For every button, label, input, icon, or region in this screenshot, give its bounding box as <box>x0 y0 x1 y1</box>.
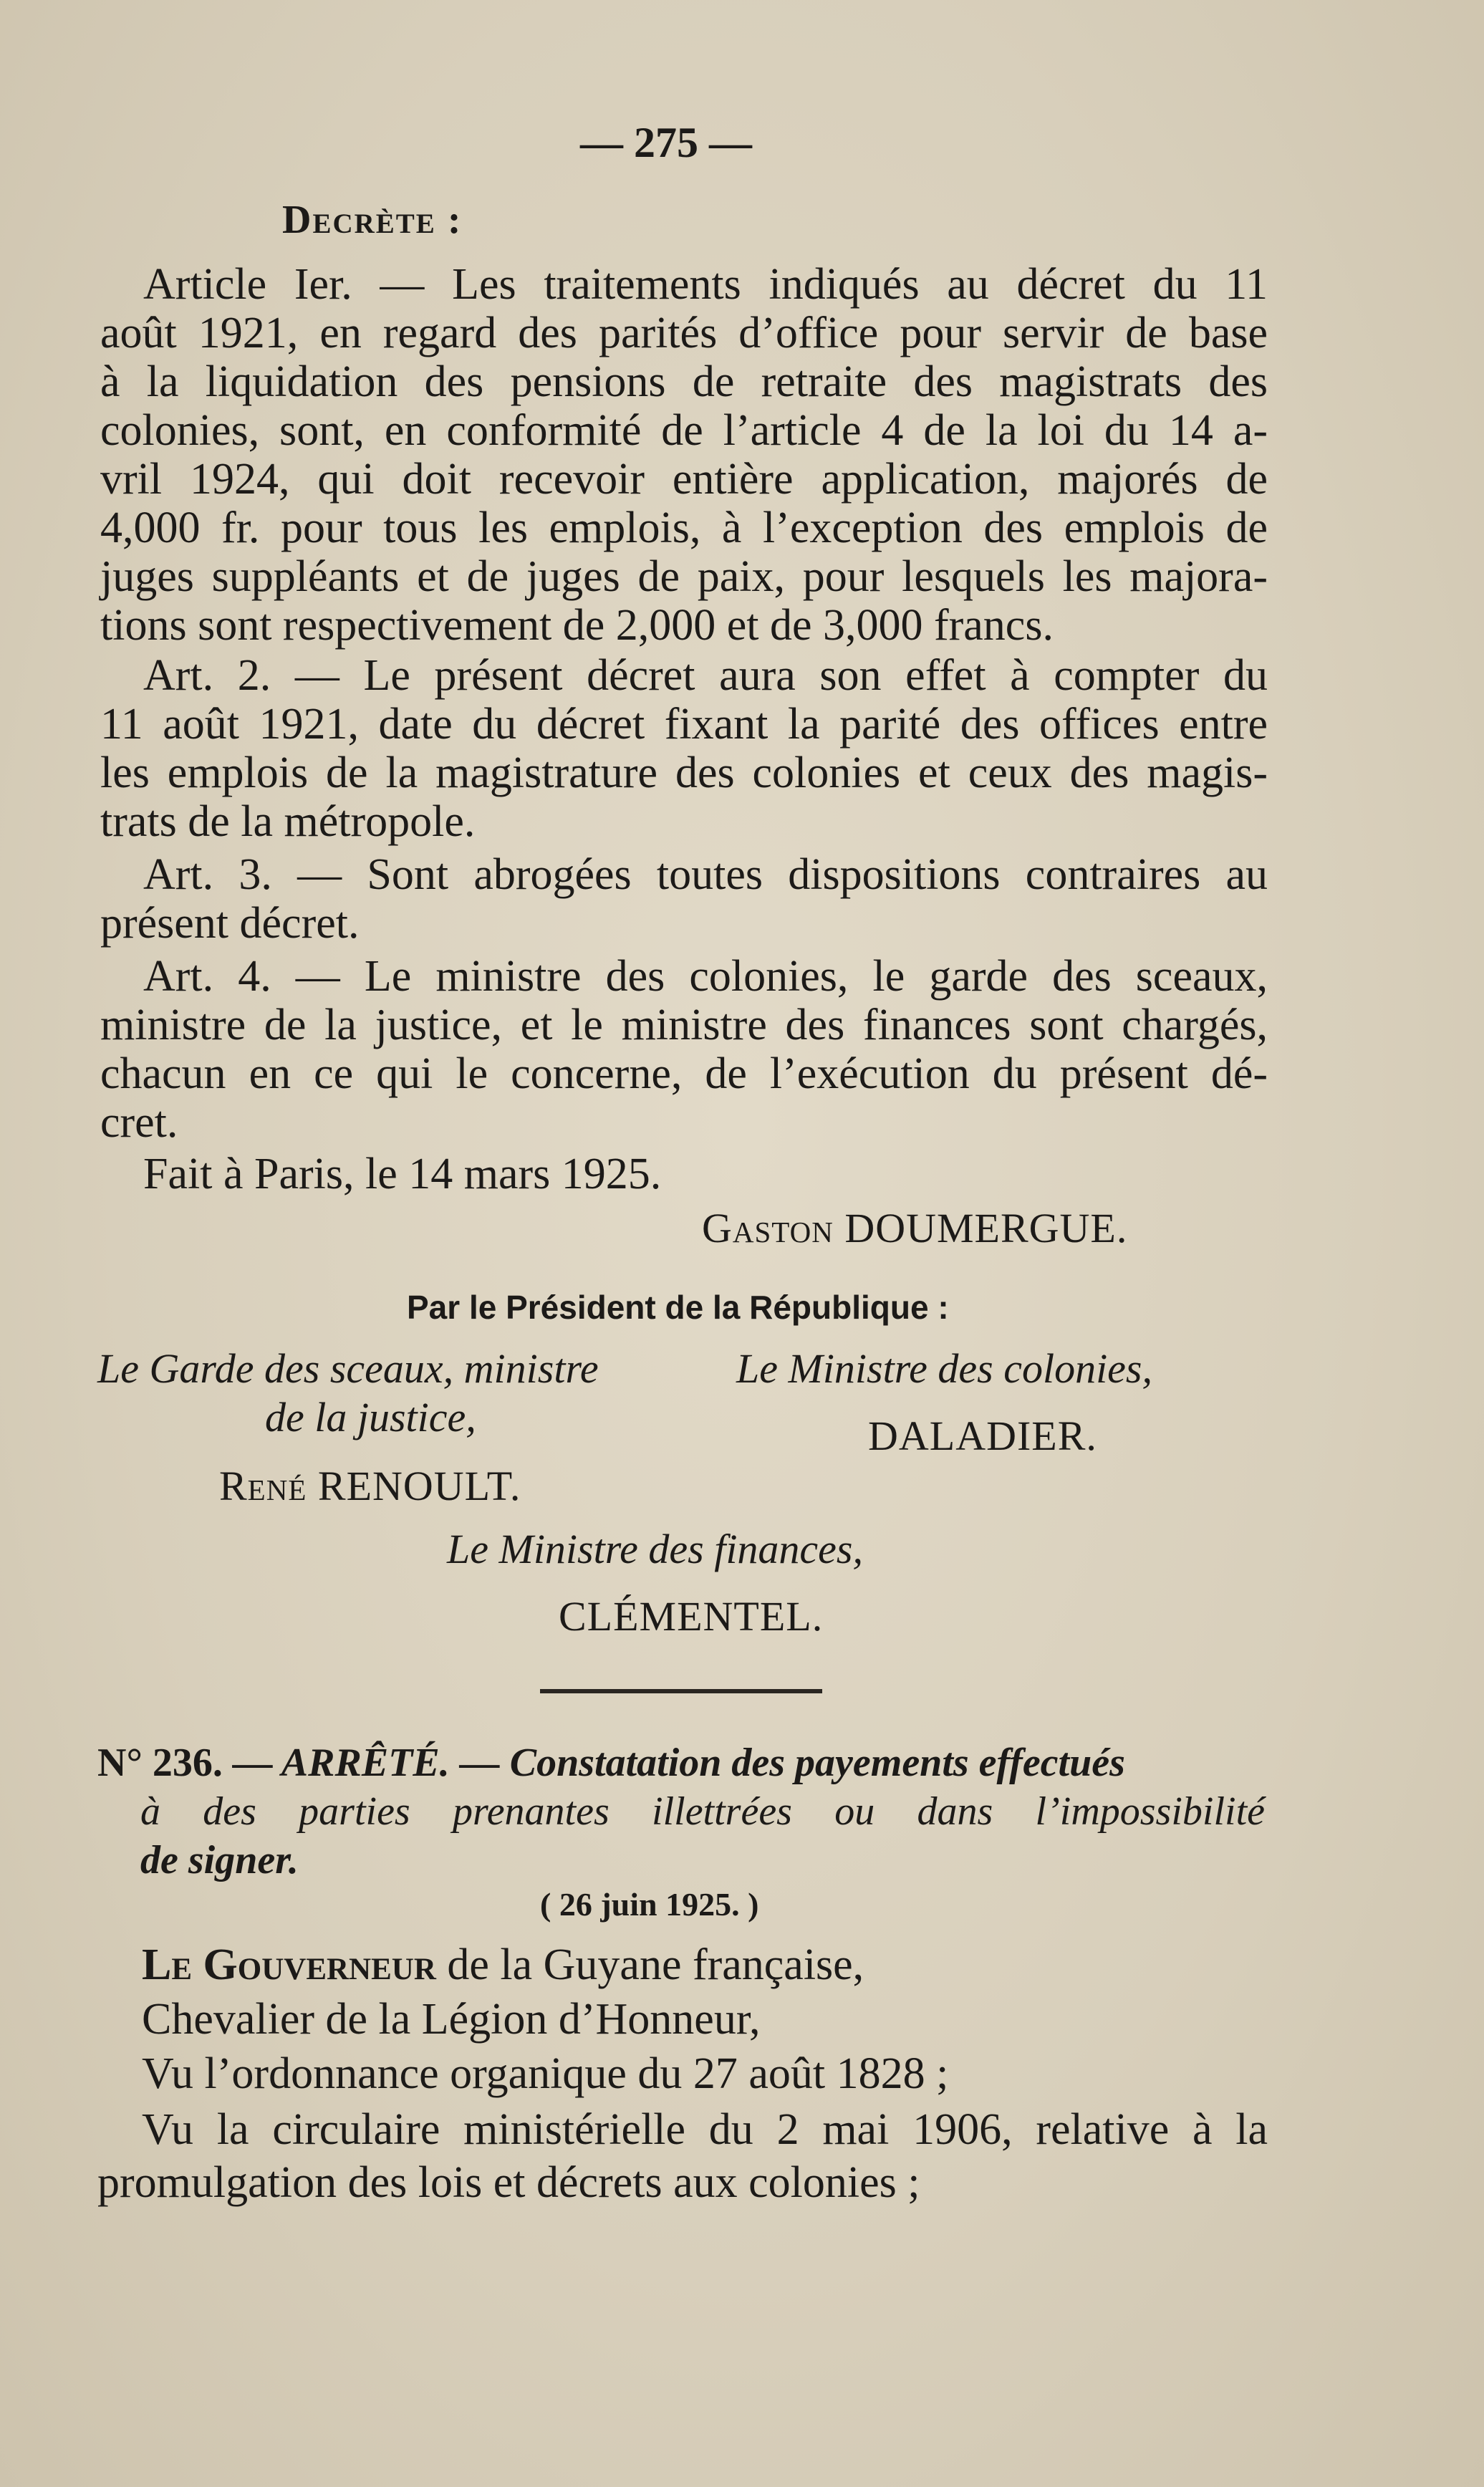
vu-circular-line-1: Vu la circulaire ministérielle du 2 mai 1906, relative à la <box>142 2105 1268 2154</box>
article-line: Art. 4. — Le ministre des colonies, le garde des sceaux, <box>143 952 1268 1001</box>
article-line: cret. <box>100 1098 178 1147</box>
article-line: 4,000 fr. pour tous les emplois, à l’exception des emplois de <box>100 504 1268 552</box>
justice-minister-title-2: de la justice, <box>265 1394 476 1440</box>
justice-minister-title: Le Garde des sceaux, ministre <box>97 1345 599 1392</box>
article-line: août 1921, en regard des parités d’office pour servir de base <box>100 309 1268 357</box>
finances-minister-title: Le Ministre des finances, <box>447 1526 863 1572</box>
section-divider <box>540 1689 822 1693</box>
article-line: à la liquidation des pensions de retraite des magistrats des <box>100 357 1268 406</box>
arrete-title-text: — Constatation des payements effectués <box>459 1741 1125 1785</box>
page-number: — 275 — <box>580 119 752 166</box>
president-signature: Gaston DOUMERGUE. <box>702 1205 1128 1251</box>
vu-circular-line-2: promulgation des lois et décrets aux colonies ; <box>97 2158 920 2207</box>
governor-label: Le Gouverneur <box>142 1940 436 1989</box>
decree-heading: Decrète : <box>282 198 463 242</box>
article-line: vril 1924, qui doit recevoir entière application, majorés de <box>100 455 1268 504</box>
finances-minister-name: CLÉMENTEL. <box>559 1593 824 1640</box>
article-line: ministre de la justice, et le ministre des finances sont chargés, <box>100 1001 1268 1049</box>
article-line: trats de la métropole. <box>100 797 476 846</box>
arrete-label: — ARRÊTÉ. <box>232 1741 450 1785</box>
article-line: Art. 2. — Le présent décret aura son effet à compter du <box>143 651 1268 700</box>
article-line: Art. 3. — Sont abrogées toutes dispositions contraires au <box>143 850 1268 899</box>
arrete-date: ( 26 juin 1925. ) <box>540 1886 759 1923</box>
arrete-number: N° 236. <box>97 1741 223 1785</box>
article-line: tions sont respectivement de 2,000 et de 3,000 francs. <box>100 601 1054 650</box>
colonies-minister-name: DALADIER. <box>868 1413 1097 1459</box>
article-line: chacun en ce qui le concerne, de l’exécution du présent dé- <box>100 1049 1268 1098</box>
knight-line: Chevalier de la Légion d’Honneur, <box>142 1995 761 2044</box>
done-at-line: Fait à Paris, le 14 mars 1925. <box>143 1150 662 1198</box>
article-line: 11 août 1921, date du décret fixant la parité des offices entre <box>100 700 1268 749</box>
by-president-line: Par le Président de la République : <box>407 1289 949 1326</box>
arrete-title-line-2: à des parties prenantes illettrées ou dans l’impossibilité <box>140 1789 1265 1834</box>
article-line: les emplois de la magistrature des colonies et ceux des magis- <box>100 749 1268 797</box>
arrete-title-line-1 <box>97 1739 1125 1786</box>
article-line: Article Ier. — Les traitements indiqués au décret du 11 <box>143 260 1268 309</box>
colonies-minister-title: Le Ministre des colonies, <box>736 1345 1152 1392</box>
article-line: juges suppléants et de juges de paix, pour lesquels les majora- <box>100 552 1268 601</box>
governor-rest: de la Guyane française, <box>447 1940 864 1989</box>
arrete-title-line-3: de signer. <box>140 1838 299 1882</box>
article-line: colonies, sont, en conformité de l’article 4 de la loi du 14 a- <box>100 406 1268 455</box>
justice-minister-name: René RENOULT. <box>219 1463 521 1509</box>
vu-ordinance-line: Vu l’ordonnance organique du 27 août 1828 ; <box>142 2049 949 2098</box>
governor-line <box>142 1941 864 1988</box>
article-line: présent décret. <box>100 899 360 948</box>
